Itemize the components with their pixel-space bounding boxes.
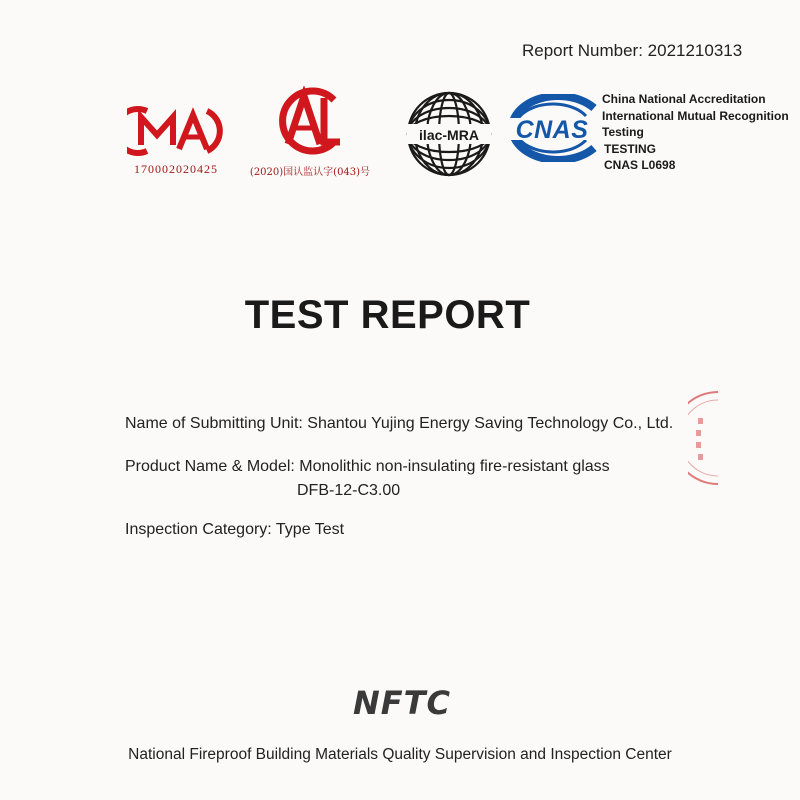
cnas-line-5: CNAS L0698 bbox=[604, 158, 676, 172]
inspection-category-field: Inspection Category: Type Test bbox=[125, 521, 345, 538]
cnas-accreditation-text bbox=[602, 91, 789, 174]
cma-number: 170002020425 bbox=[134, 162, 218, 176]
report-number: Report Number: 2021210313 bbox=[522, 41, 743, 60]
product-model-field: DFB-12-C3.00 bbox=[297, 482, 401, 499]
nftc-logo: NFTC bbox=[353, 684, 451, 722]
page-title: TEST REPORT bbox=[244, 293, 531, 337]
svg-text:CNAS: CNAS bbox=[515, 116, 589, 144]
cnas-line-2: International Mutual Recognition bbox=[602, 108, 789, 123]
issuing-organization: National Fireproof Building Materials Quality Supervision and Inspection Center bbox=[128, 746, 672, 763]
product-name-field: Product Name & Model: Monolithic non-insulating fire-resistant glass bbox=[125, 458, 610, 475]
cnas-line-4: TESTING bbox=[604, 141, 657, 156]
cal-logo bbox=[266, 86, 352, 156]
cnas-line-1: China National Accreditation bbox=[602, 92, 766, 106]
cnas-logo bbox=[502, 94, 600, 162]
cnas-line-3: Testing bbox=[602, 125, 644, 139]
submitting-unit-field: Name of Submitting Unit: Shantou Yujing Energy Saving Technology Co., Ltd. bbox=[125, 415, 674, 432]
red-seal-stamp bbox=[688, 388, 718, 488]
svg-text:ilac-MRA: ilac-MRA bbox=[419, 127, 479, 143]
cma-logo bbox=[127, 105, 225, 157]
ilac-mra-logo bbox=[405, 90, 493, 178]
cal-number: (2020)国认监认字(043)号 bbox=[249, 167, 371, 178]
